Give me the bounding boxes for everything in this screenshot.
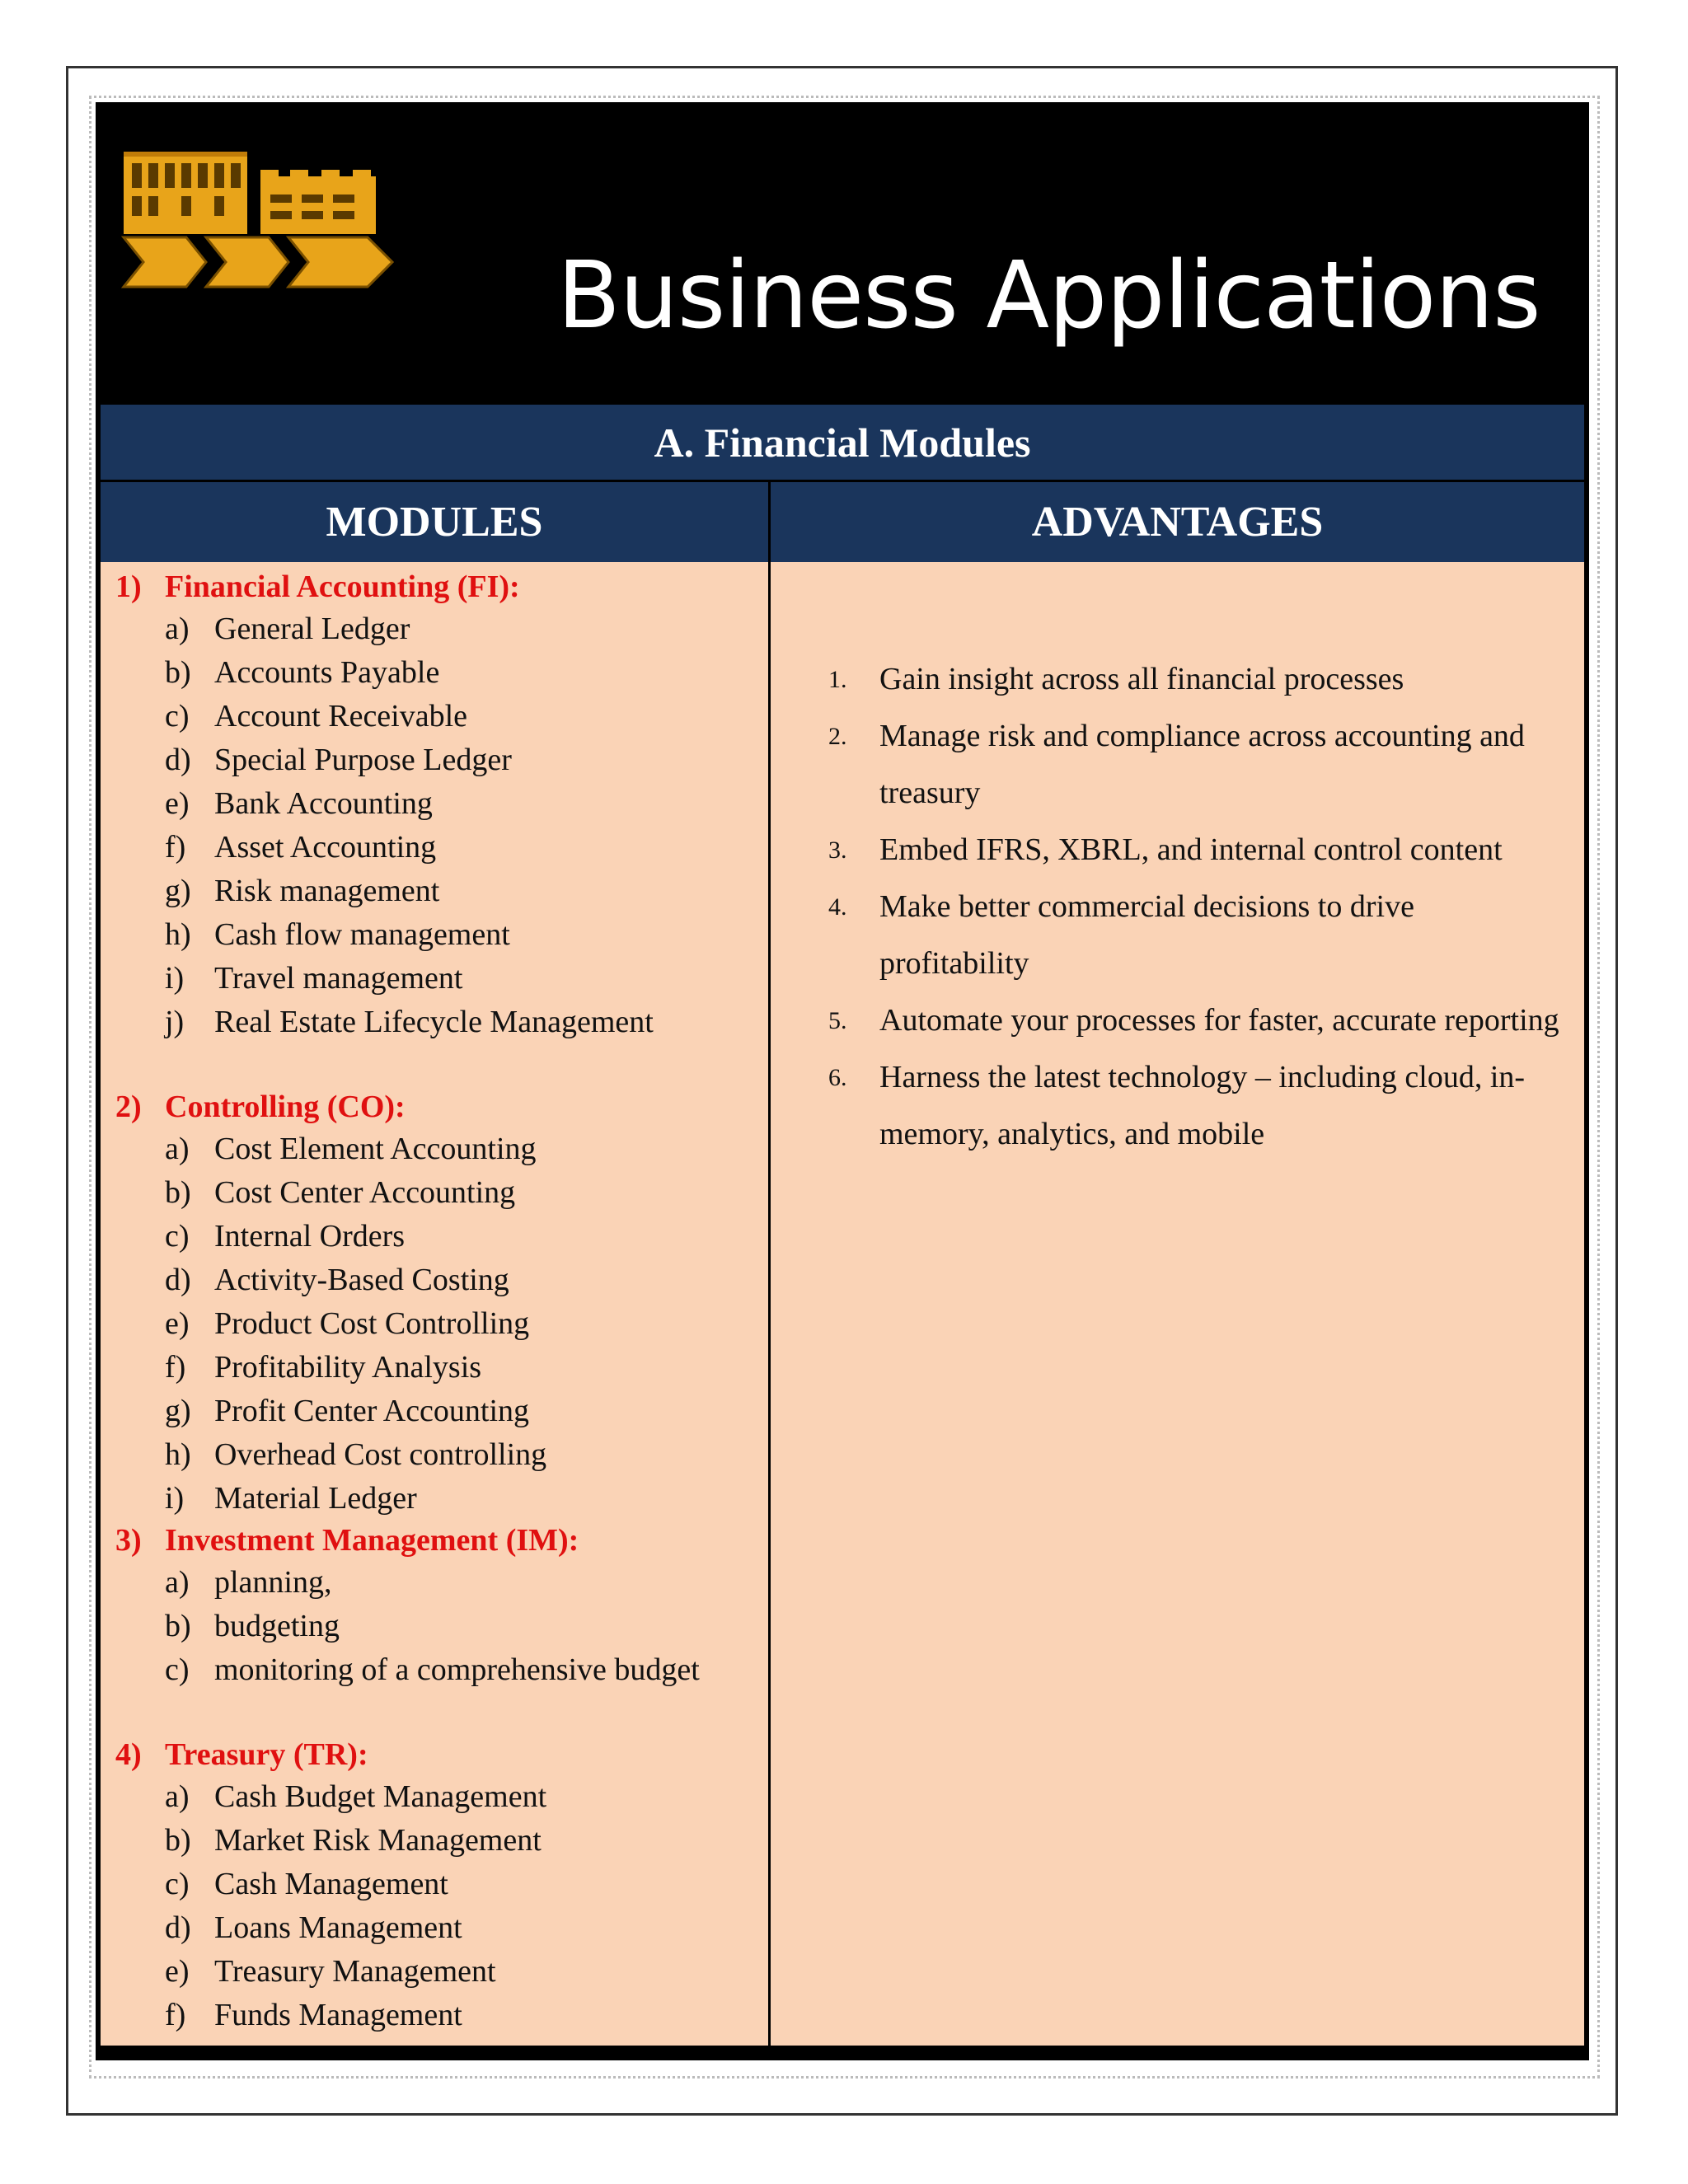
document-page — [96, 102, 1589, 2060]
module-group-heading: 1) Financial Accounting (FI): — [115, 569, 520, 604]
module-item: b) Cost Center Accounting — [165, 1175, 516, 1210]
header-banner — [96, 102, 1589, 405]
module-item: c) Account Receivable — [165, 699, 468, 733]
module-group-heading: 2) Controlling (CO): — [115, 1090, 406, 1124]
module-item: c) Cash Management — [165, 1867, 448, 1901]
module-item: e) Bank Accounting — [165, 786, 433, 821]
module-item: b) budgeting — [165, 1609, 340, 1643]
module-item: j) Real Estate Lifecycle Management — [165, 1005, 654, 1039]
modules-list — [115, 567, 767, 2037]
modules-column — [101, 562, 771, 2046]
module-item: d) Special Purpose Ledger — [165, 743, 512, 777]
module-item: h) Cash flow management — [165, 917, 510, 952]
modules-column-header: MODULES — [101, 482, 771, 562]
advantage-item: 1. Gain insight across all financial processes — [828, 662, 1404, 696]
module-group-heading: 3) Investment Management (IM): — [115, 1523, 579, 1558]
advantage-item: 5. Automate your processes for faster, accurate reporting — [828, 1003, 1559, 1038]
module-item: a) Cost Element Accounting — [165, 1132, 537, 1166]
module-item: g) Profit Center Accounting — [165, 1394, 530, 1428]
module-item: i) Material Ledger — [165, 1481, 417, 1516]
module-item: g) Risk management — [165, 874, 440, 908]
module-item: e) Product Cost Controlling — [165, 1306, 530, 1341]
advantages-list — [828, 651, 1570, 1163]
advantage-item: 3. Embed IFRS, XBRL, and internal control content — [828, 832, 1503, 867]
advantages-column — [771, 562, 1584, 2046]
advantage-item: 4. Make better commercial decisions to drive profitability — [828, 889, 1414, 981]
module-group-heading: 4) Treasury (TR): — [115, 1737, 368, 1772]
module-item: b) Market Risk Management — [165, 1823, 542, 1858]
module-item: b) Accounts Payable — [165, 655, 440, 690]
advantage-item: 2. Manage risk and compliance across accounting and treasury — [828, 719, 1525, 810]
module-item: a) General Ledger — [165, 612, 410, 646]
module-item: c) monitoring of a comprehensive budget — [165, 1652, 700, 1687]
module-item: h) Overhead Cost controlling — [165, 1437, 547, 1472]
module-item: e) Treasury Management — [165, 1954, 496, 1989]
module-item: c) Internal Orders — [165, 1219, 406, 1254]
module-item: f) Asset Accounting — [165, 830, 437, 865]
module-item: a) planning, — [165, 1565, 332, 1600]
module-item: d) Loans Management — [165, 1910, 462, 1945]
section-title: A. Financial Modules — [101, 405, 1584, 482]
module-item: d) Activity-Based Costing — [165, 1263, 509, 1297]
module-item: f) Funds Management — [165, 1998, 462, 2032]
advantages-column-header: ADVANTAGES — [771, 482, 1584, 562]
page-title: Business Applications — [557, 242, 1540, 349]
module-item: f) Profitability Analysis — [165, 1350, 482, 1385]
factory-logo-icon — [120, 145, 417, 293]
module-item: i) Travel management — [165, 961, 463, 996]
module-item: a) Cash Budget Management — [165, 1779, 547, 1814]
advantage-item: 6. Harness the latest technology – including cloud, in-memory, analytics, and mobile — [828, 1060, 1526, 1151]
